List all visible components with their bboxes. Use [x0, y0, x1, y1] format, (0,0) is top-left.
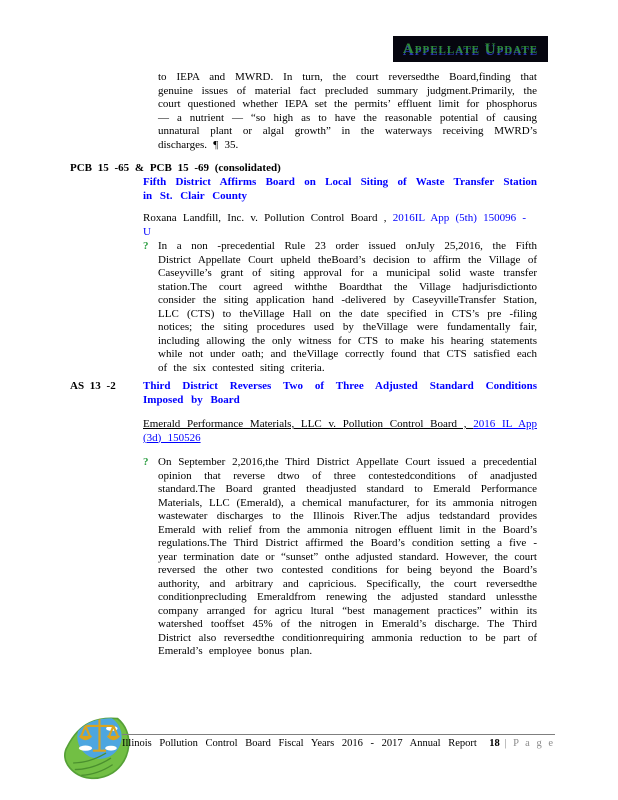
bullet-icon: ?: [143, 240, 149, 252]
case-summary-item: [143, 456, 537, 659]
citation-case-name: Roxana Landfill, Inc. v. Pollution Control Board ,: [143, 212, 387, 224]
case-citation-roxana: [143, 212, 539, 239]
cloud-shape: [105, 746, 117, 751]
leaf-with-scales-of-justice-logo: [60, 710, 134, 788]
case-number-as-13-2: AS 13 -2: [70, 380, 116, 392]
continuation-paragraph: to IEPA and MWRD. In turn, the court reversedthe Board,finding that genuine issues of material fact precluded summary judgment.Primarily, the court questioned whether IEPA set the permits’ effluent limit for phosphorus — a nutrient — “so high as to have the reasonable potential of causing unnatural plant or algal growth” in the waterways receiving MWRD’s discharges. ¶ 35.: [158, 71, 537, 151]
appellate-update-banner: [393, 36, 548, 62]
citation-case-name: Emerald Performance Materials, LLC v. Pollution Control Board ,: [143, 418, 474, 430]
footer-page-number: 18: [489, 738, 500, 749]
footer-page-label: | P a g e: [504, 738, 555, 749]
citation-reporter-link[interactable]: 2016IL App (5th) 150096 - U: [143, 212, 527, 238]
case-summary-item: [143, 240, 537, 375]
citation-reporter-link[interactable]: 2016 IL App (3d) 150526: [143, 418, 538, 444]
section-heading-third-district: Third District Reverses Two of Three Adjusted Standard Conditions Imposed by Board: [143, 380, 537, 406]
case-summary-text: In a non -precedential Rule 23 order issued onJuly 25,2016, the Fifth District Appellate Court upheld theBoard’s decision to affirm the Village of Caseyville’s grant of siting approval for a municipal solid waste transfer station.The court agreed withthe Boardthat the Village hadjurisdictionto consider the siting application hand -delivered by CaseyvilleTransfer Station, LLC (CTS) to theVillage Hall on the date specified in CTS’s pre -filing notices; the siting procedures used by theVillage were fundamentally fair, including allowing the only witness for CTS to make his hearing statements while not under oath; and theVillage correctly found that CTS satisfied each of the six contested siting criteria.: [158, 240, 537, 374]
case-summary-text: On September 2,2016,the Third District Appellate Court issued a precedential opinion that reverse dtwo of three contestedconditions of anadjusted standard.The Board granted theadjusted standard to Emerald Performance Materials, LLC (Emerald), a chemical manufacturer, for its ammonia nitrogen wastewater discharges to the Illinois River.The adjus tedstandard provides Emerald with relief from the ammonia nitrogen effluent limit in the Board’s regulations.The Third District affirmed the Board’s condition setting a five -year termination date or “sunset” onthe adjusted standard. However, the court reversed the other two contested conditions for being beyond the Board’s authority, and arbitrary and capricious. Specifically, the court reversedthe conditionprecluding Emeraldfrom renewing the adjusted standard unlessthe company arranged for agricu ltural “best management practices” within its watershed tooffset 45% of the nitrogen in Emerald’s discharge. The Third District also reversedthe conditionrequiring ammonia reduction to be part of Emerald’s employee bonus plan.: [158, 456, 537, 657]
footer-page-indicator: [489, 738, 555, 749]
cloud-shape: [79, 746, 92, 751]
banner-title: Appellate Update: [402, 40, 539, 57]
case-number-pcb-15-65: PCB 15 -65 & PCB 15 -69 (consolidated): [70, 162, 281, 174]
section-heading-fifth-district: Fifth District Affirms Board on Local Siting of Waste Transfer Station in St. Clair County: [143, 176, 537, 202]
footer-report-title: Illinois Pollution Control Board Fiscal Years 2016 - 2017 Annual Report: [122, 738, 477, 749]
case-citation-emerald: [143, 418, 537, 445]
bullet-icon: ?: [143, 456, 149, 468]
footer: [122, 734, 555, 749]
